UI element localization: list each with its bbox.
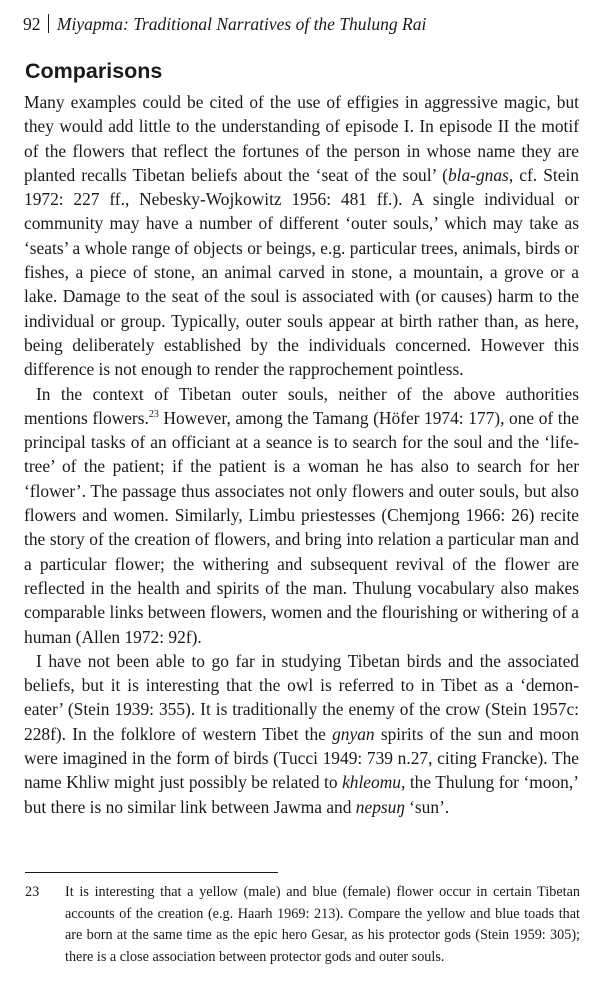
footnote-text: It is interesting that a yellow (male) and blue (female) flower occur in certain Tibetan accounts of the creation (e.g. Haarh 1969: 213). Compare the yellow and blue toads that are born at the same time as the epic hero Gesar, as his protector gods (Stein 1959: 305); there is a close association between protector gods and outer souls.: [65, 884, 580, 965]
p3-italic-nepsung: nepsuŋ: [355, 796, 405, 817]
footnote: [25, 882, 580, 968]
footnote-number: 23: [25, 884, 40, 900]
p3-italic-gnyan: gnyan: [332, 723, 375, 744]
footnote-rule: [25, 872, 278, 873]
section-title: Comparisons: [25, 59, 163, 83]
paragraph-2: [24, 382, 579, 649]
header-divider: [48, 14, 49, 33]
p2-text-a: In the context of Tibetan outer souls, neither of the above authorities mentions flowers.: [24, 383, 579, 428]
paragraph-1: [24, 90, 579, 382]
p3-text-b: spirits of the sun and moon were imagined in the form of birds (Tucci 1949: 739 n.27, citing Francke). The name Khliw might just possibly be related to: [24, 723, 580, 793]
p1-italic-term: bla-gnas: [447, 164, 509, 185]
page-number: 92: [23, 14, 41, 34]
p3-text-a: I have not been able to go far in studying Tibetan birds and the associated beliefs, but it is interesting that the owl is referred to in Tibet as a ‘demon-eater’ (Stein 1939: 355). It is traditionally the enemy of the crow (Stein 1957c: 228f). In the folklore of western Tibet the: [24, 650, 579, 744]
running-title: Miyapma: Traditional Narratives of the Thulung Rai: [56, 14, 427, 34]
p1-text-a: Many examples could be cited of the use of effigies in aggressive magic, but they would add little to the understanding of episode I. In episode II the motif of the flowers that reflect the fortunes of the person in whose name they are planted recalls Tibetan beliefs about the ‘seat of the soul’ (: [24, 92, 579, 185]
paragraph-3: [24, 649, 579, 819]
p3-text-c: , the Thulung for ‘moon,’ but there is no similar link between Jawma and: [24, 772, 580, 817]
running-header: [23, 13, 583, 35]
p3-italic-khleomu: khleomu: [342, 772, 401, 793]
footnote-ref: 23: [148, 408, 159, 420]
body-text: [24, 90, 579, 819]
p1-text-b: , cf. Stein 1972: 227 ff., Nebesky-Wojkowitz 1956: 481 ff.). A single individual or community may have a number of different ‘outer souls,’ which may take as ‘seats’ a whole range of objects or beings, e.g. particular trees, animals, birds or fishes, a piece of stone, an animal carved in stone, a mountain, a grove or a lake. Damage to the seat of the soul is associated with (or causes) harm to the individual or group. Typically, outer souls appear at birth rather than, as here, being deliberately established by the individuals concerned. However this difference is not enough to render the rapprochement pointless.: [24, 164, 580, 380]
p3-text-d: ‘sun’.: [404, 796, 450, 817]
p2-text-b: However, among the Tamang (Höfer 1974: 177), one of the principal tasks of an officiant at a seance is to search for the soul and the ‘life-tree’ of the patient; if the patient is a woman he has also to search for her ‘flower’. The passage thus associates not only flowers and outer souls, but also flowers and women. Similarly, Limbu priestesses (Chemjong 1966: 26) recite the story of the creation of flowers, and bring into relation a particular man and a particular flower; the withering and subsequent revival of the flower are reflected in the health and spirits of the man. Thulung vocabulary also makes comparable links between flowers, women and the flourishing or withering of a human (Allen 1972: 92f).: [24, 407, 579, 647]
